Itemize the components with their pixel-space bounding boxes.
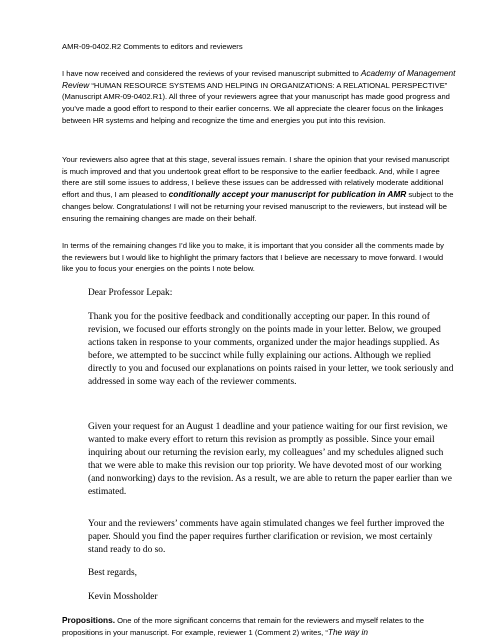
- reviewer-quote: The way in: [327, 626, 368, 637]
- propositions-text: One of the more significant concerns that remain for the reviewers and myself relates to the propositions in your manuscript. For example, reviewer 1 (Comment 2) writes, “: [62, 616, 424, 637]
- reply-closing: Best regards,: [88, 568, 137, 578]
- section-heading-propositions: Propositions.: [62, 615, 116, 625]
- reply-signature: Kevin Mossholder: [88, 592, 158, 602]
- reply-paragraph-3: Your and the reviewers’ comments have again stimulated changes we feel further improved the paper. Should you find the paper requires further clarification or revision, we most certainly stand ready to do so.: [88, 519, 445, 555]
- reply-paragraph-2: Given your request for an August 1 deadline and your patience waiting for our first revision, we wanted to make every effort to return this revision as promptly as possible. Since your email inquiring about our returning the revision early, my colleagues’ and my schedules aligned such that we were able to make this revision our top priority. We have devoted most of our working (and nonworking) days to the revision. As a result, we are able to return the paper earlier than we estimated.: [88, 422, 452, 497]
- paragraph-propositions: [62, 615, 456, 638]
- reply-salutation: Dear Professor Lepak:: [88, 288, 173, 298]
- decision-emphasis: conditionally accept your manuscript for publication in AMR: [168, 189, 407, 200]
- intro-text: I have now received and considered the reviews of your revised manuscript submitted to: [62, 69, 361, 78]
- journal-name: Academy of Management Review: [62, 68, 456, 90]
- decision-text: Your reviewers also agree that at this stage, several issues remain. I share the opinion that your revised manuscript is much improved and that you undertook great effort to be responsive to the earlier feedback. And, while I agree there are still some issues to address, I believe these issues can be addressed with relatively moderate additional effort and thus, I am pleased to: [62, 155, 450, 200]
- document-header: AMR-09-0402.R2 Comments to editors and reviewers: [62, 42, 243, 51]
- decision-text-cont: subject to the changes below. Congratulations! I will not be returning your revised manuscript to the reviewers, but instead will be ensuring the remaining changes are made on their behalf.: [62, 190, 454, 223]
- paragraph-decision: [62, 154, 456, 224]
- intro-text-cont: “HUMAN RESOURCE SYSTEMS AND HELPING IN ORGANIZATIONS: A RELATIONAL PERSPECTIVE” (Manuscript AMR-09-0402.R1). All three of your reviewers agree that your manuscript has made good progress and you’ve made a good effort to respond to their earlier concerns. We all appreciate the clearer focus on the linkages between HR systems and helping and recognize the time and energies you put into this revision.: [62, 80, 450, 125]
- paragraph-remaining-changes: In terms of the remaining changes I’d like you to make, it is important that you consider all the comments made by the reviewers but I would like to highlight the primary factors that I believe are necessary to move forward. I would like you to focus your energies on the points I note below.: [62, 241, 444, 274]
- reply-paragraph-1: Thank you for the positive feedback and conditionally accepting our paper. In this round of revision, we focused our efforts strongly on the points made in your letter. Below, we grouped actions taken in response to your comments, organized under the major headings supplied. As before, we attempted to be succinct while fully explaining our actions. Although we replied directly to you and focused our explanations on points raised in your letter, we took seriously and addressed in some way each of the reviewer comments.: [88, 312, 454, 387]
- paragraph-intro: [62, 68, 456, 127]
